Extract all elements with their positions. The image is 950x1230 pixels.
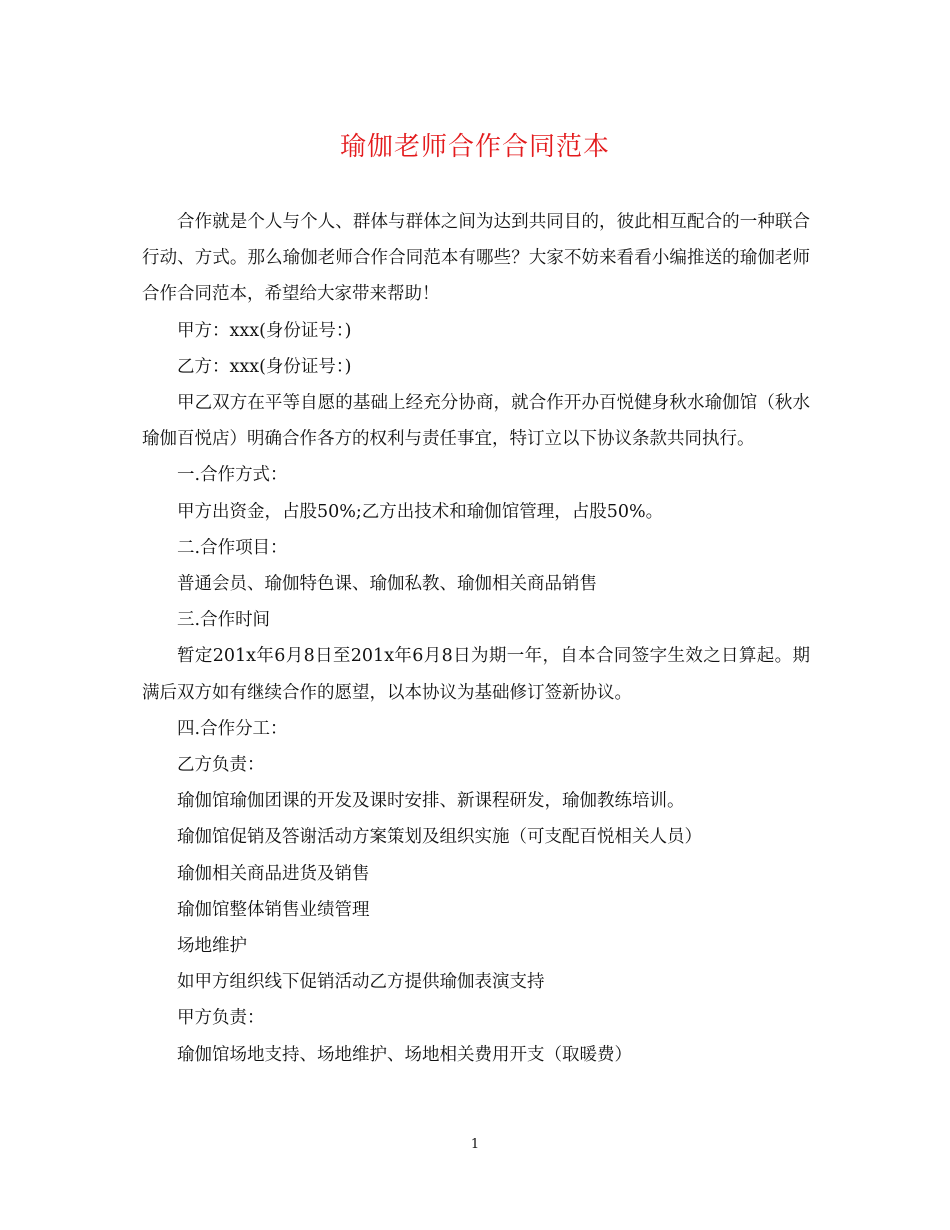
list-item: 场地维护	[177, 936, 247, 957]
section-heading-method: 一.合作方式：	[177, 465, 288, 486]
subheading-party-a-duties: 甲方负责：	[177, 1008, 265, 1029]
list-item: 瑜伽馆整体销售业绩管理	[177, 899, 370, 920]
subheading-party-b-duties: 乙方负责：	[177, 755, 265, 776]
paragraph-party-a: 甲方：xxx(身份证号：)	[177, 320, 352, 341]
section-heading-items: 二.合作项目：	[177, 537, 288, 558]
paragraph-agreement: 甲乙双方在平等自愿的基础上经充分协商，就合作开办百悦健身秋水瑜伽馆（秋水瑜伽百悦店）明确合作各方的权利与责任事宜，特订立以下协议条款共同执行。	[142, 393, 810, 450]
list-item: 瑜伽相关商品进货及销售	[177, 863, 370, 884]
paragraph-intro: 合作就是个人与个人、群体与群体之间为达到共同目的，彼此相互配合的一种联合行动、方式。那么瑜伽老师合作合同范本有哪些？大家不妨来看看小编推送的瑜伽老师合作合同范本，希望给大家带来帮助！	[142, 212, 810, 305]
list-item: 瑜伽馆瑜伽团课的开发及课时安排、新课程研发，瑜伽教练培训。	[177, 791, 685, 812]
paragraph-party-b: 乙方：xxx(身份证号：)	[177, 356, 352, 377]
list-item: 瑜伽馆场地支持、场地维护、场地相关费用开支（取暖费）	[177, 1044, 632, 1065]
list-item: 瑜伽馆促销及答谢活动方案策划及组织实施（可支配百悦相关人员）	[177, 827, 702, 848]
document-body	[142, 204, 810, 1073]
section-heading-division: 四.合作分工：	[177, 718, 288, 739]
paragraph-method: 甲方出资金，占股50%;乙方出技术和瑜伽馆管理，占股50%。	[177, 501, 664, 522]
paragraph-items: 普通会员、瑜伽特色课、瑜伽私教、瑜伽相关商品销售	[177, 574, 597, 595]
paragraph-time: 暂定201x年6月8日至201x年6月8日为期一年，自本合同签字生效之日算起。期满后双方如有继续合作的愿望，以本协议为基础修订签新协议。	[142, 646, 810, 703]
section-heading-time: 三.合作时间	[177, 610, 271, 631]
page-number: 1	[470, 1137, 480, 1152]
document-title: 瑜伽老师合作合同范本	[339, 132, 610, 162]
list-item: 如甲方组织线下促销活动乙方提供瑜伽表演支持	[177, 972, 545, 993]
